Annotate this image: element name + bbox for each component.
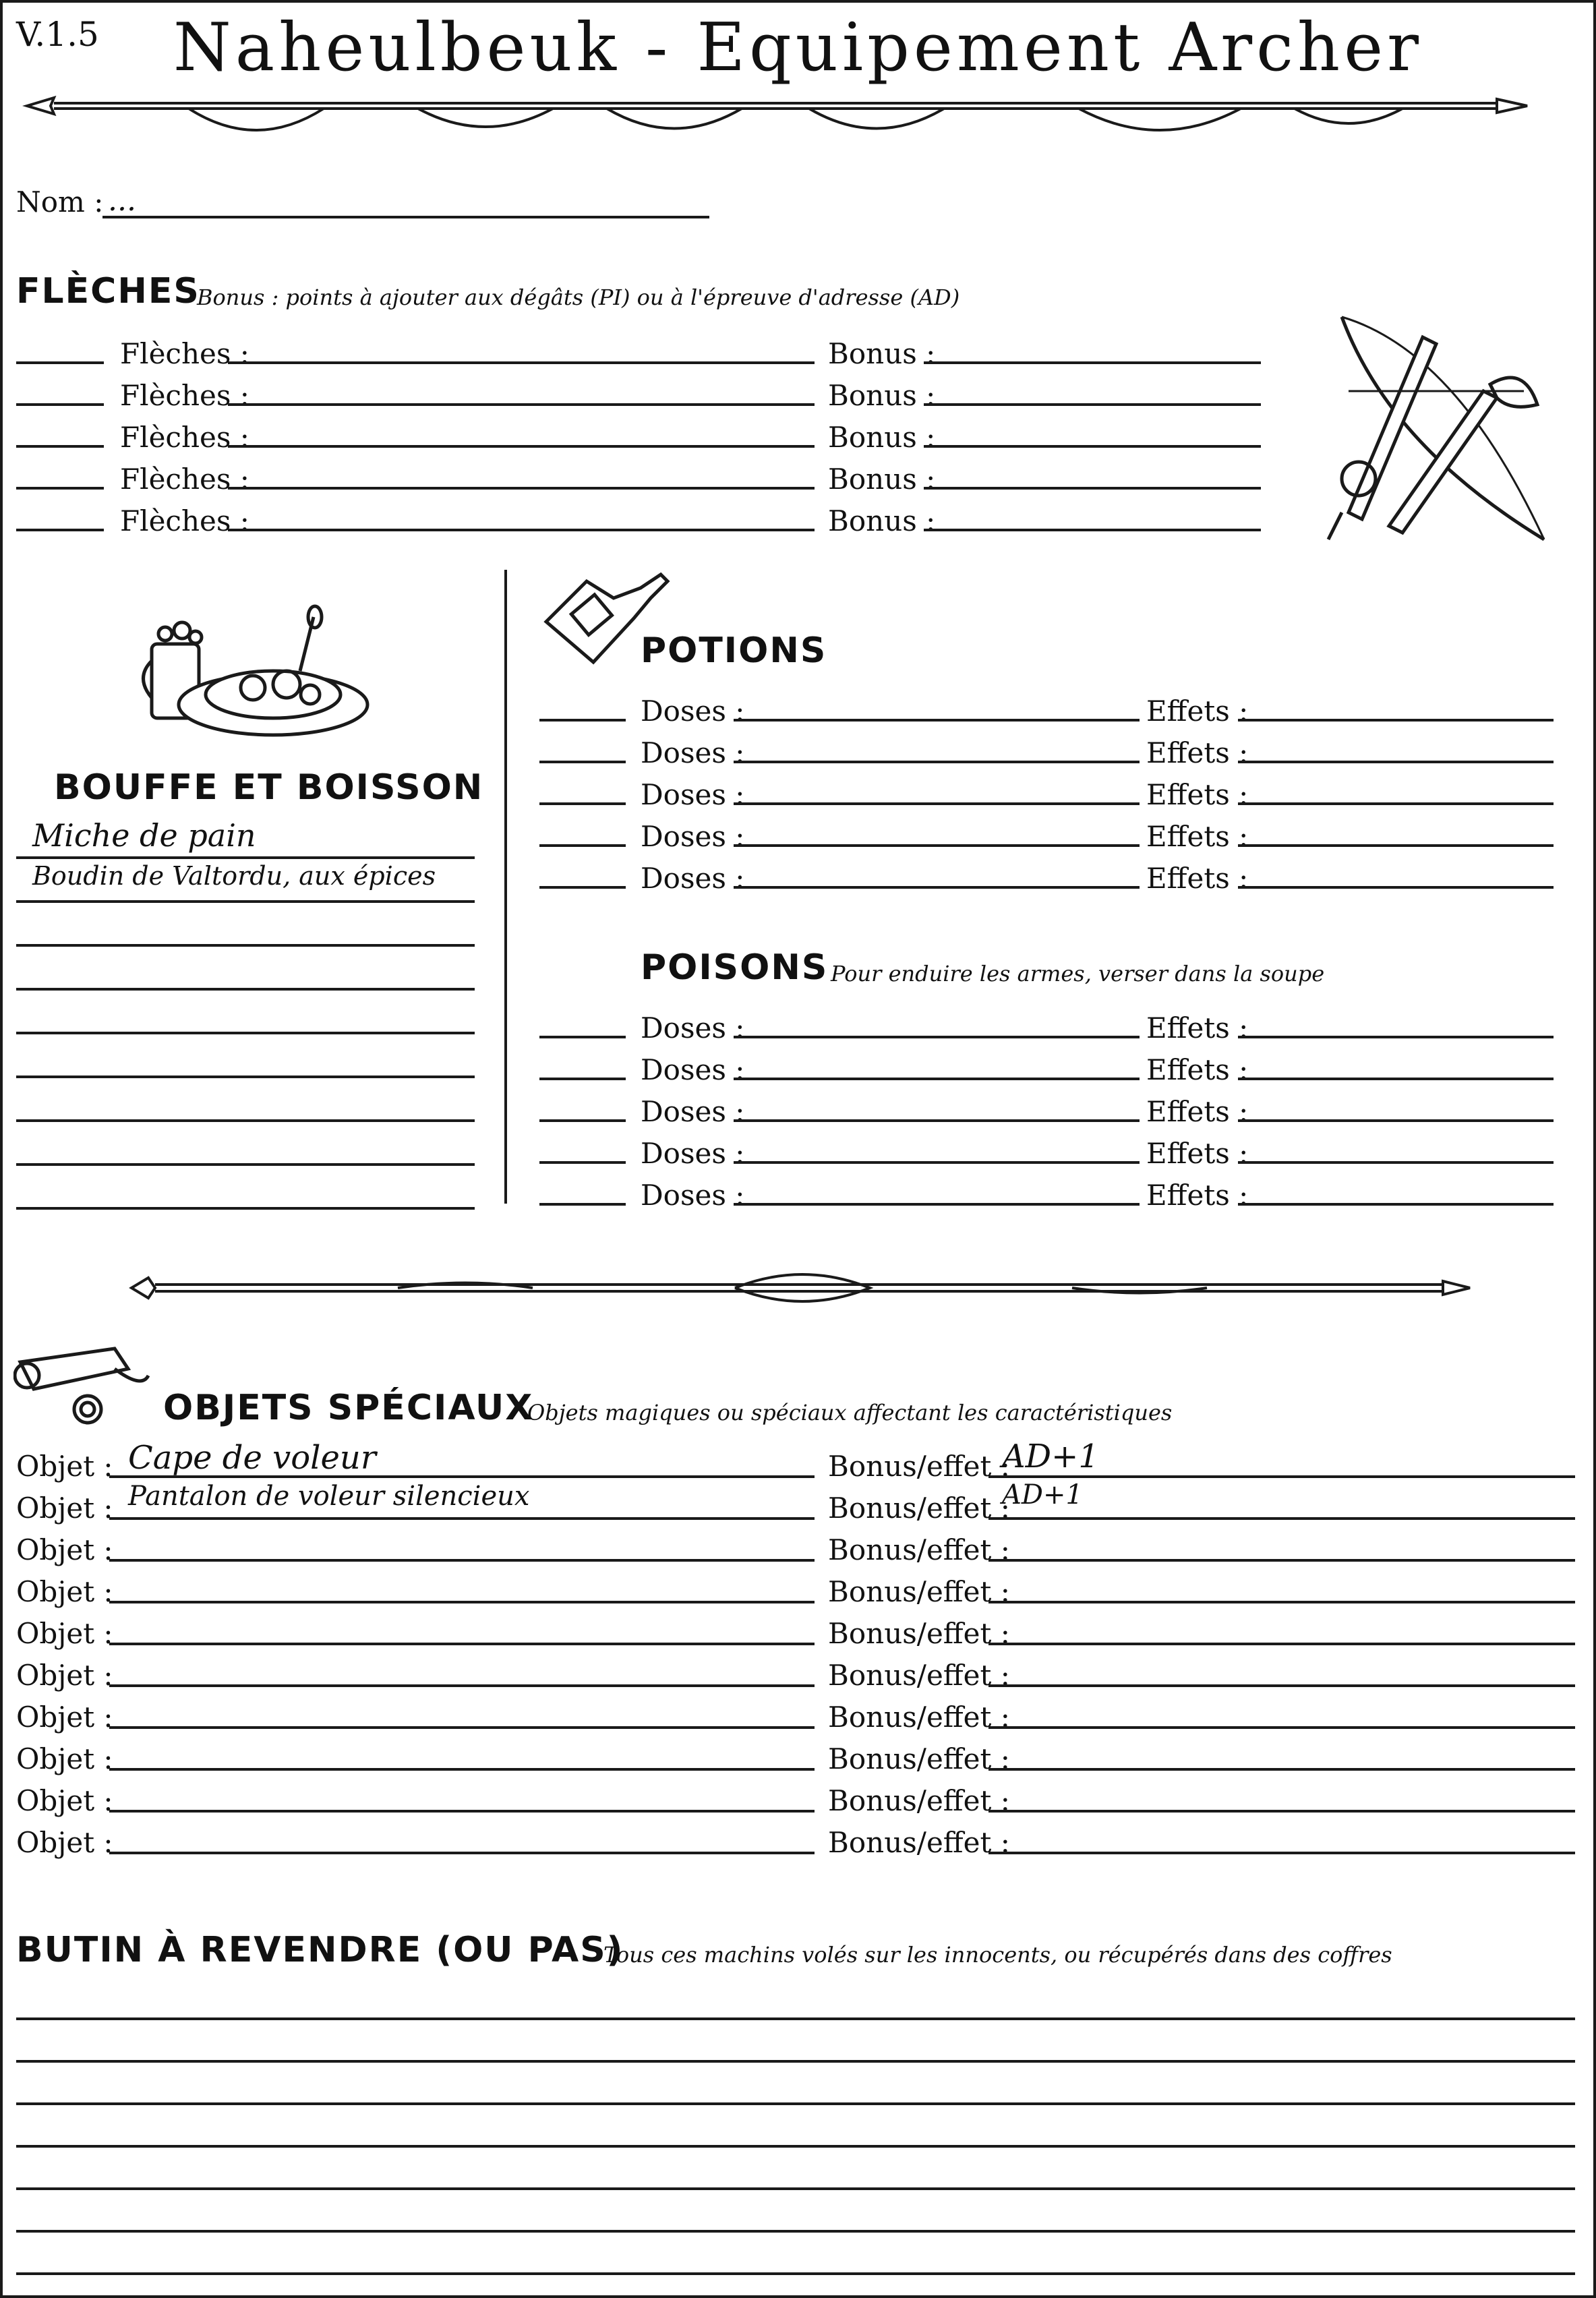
fleches-bonus-label: Bonus : bbox=[828, 504, 936, 537]
potions-heading: POTIONS bbox=[641, 630, 827, 671]
bonus-effet-label: Bonus/effet : bbox=[828, 1659, 1010, 1692]
poison-effets-label: Effets : bbox=[1146, 1053, 1249, 1086]
bonus-effet-label: Bonus/effet : bbox=[828, 1784, 1010, 1817]
potion-count-line[interactable] bbox=[539, 719, 626, 721]
arrow-divider-icon bbox=[13, 84, 1531, 148]
name-value[interactable]: ... bbox=[108, 183, 136, 218]
food-drink-icon bbox=[138, 603, 374, 738]
fleches-label: Flèches : bbox=[120, 337, 249, 370]
poison-effets-line[interactable] bbox=[1238, 1161, 1554, 1164]
objet-line[interactable] bbox=[109, 1852, 815, 1854]
bouffe-item[interactable]: Miche de pain bbox=[32, 817, 256, 854]
bouffe-line[interactable] bbox=[16, 1163, 475, 1166]
poison-doses-label: Doses : bbox=[641, 1095, 745, 1128]
fleches-bonus-line[interactable] bbox=[924, 403, 1261, 406]
bouffe-line[interactable] bbox=[16, 856, 475, 859]
fleches-count-line[interactable] bbox=[16, 529, 104, 531]
poison-effets-label: Effets : bbox=[1146, 1095, 1249, 1128]
potion-effets-line[interactable] bbox=[1238, 719, 1554, 721]
potion-doses-line[interactable] bbox=[734, 802, 1140, 805]
potion-count-line[interactable] bbox=[539, 844, 626, 847]
fleches-bonus-line[interactable] bbox=[924, 487, 1261, 490]
poison-doses-line[interactable] bbox=[734, 1161, 1140, 1164]
bonus-effet-line[interactable] bbox=[988, 1475, 1575, 1478]
bouffe-line[interactable] bbox=[16, 1076, 475, 1078]
potion-doses-label: Doses : bbox=[641, 736, 745, 769]
poison-doses-label: Doses : bbox=[641, 1179, 745, 1212]
potion-doses-line[interactable] bbox=[734, 844, 1140, 847]
potion-effets-line[interactable] bbox=[1238, 844, 1554, 847]
potion-effets-label: Effets : bbox=[1146, 862, 1249, 895]
bouffe-line[interactable] bbox=[16, 988, 475, 991]
name-field-line[interactable] bbox=[102, 216, 709, 218]
fleches-name-line[interactable] bbox=[228, 529, 815, 531]
poison-effets-label: Effets : bbox=[1146, 1137, 1249, 1170]
butin-line[interactable] bbox=[16, 2060, 1575, 2063]
poison-doses-label: Doses : bbox=[641, 1137, 745, 1170]
fleches-bonus-label: Bonus : bbox=[828, 463, 936, 496]
butin-line[interactable] bbox=[16, 2017, 1575, 2020]
bonus-effet-label: Bonus/effet : bbox=[828, 1533, 1010, 1566]
bouffe-line[interactable] bbox=[16, 900, 475, 903]
objets-subtitle: Objets magiques ou spéciaux affectant les caractéristiques bbox=[527, 1400, 1173, 1425]
poison-doses-line[interactable] bbox=[734, 1119, 1140, 1122]
potion-count-line[interactable] bbox=[539, 802, 626, 805]
objet-line[interactable] bbox=[109, 1810, 815, 1813]
column-divider bbox=[504, 570, 507, 1204]
fleches-count-line[interactable] bbox=[16, 361, 104, 364]
version-label: V.1.5 bbox=[16, 15, 99, 54]
objet-label: Objet : bbox=[16, 1575, 113, 1608]
bouffe-line[interactable] bbox=[16, 1207, 475, 1210]
fleches-name-line[interactable] bbox=[228, 403, 815, 406]
poison-count-line[interactable] bbox=[539, 1161, 626, 1164]
butin-line[interactable] bbox=[16, 2272, 1575, 2275]
bonus-effet-label: Bonus/effet : bbox=[828, 1492, 1010, 1525]
bonus-effet-line[interactable] bbox=[988, 1684, 1575, 1687]
fleches-name-line[interactable] bbox=[228, 487, 815, 490]
objets-heading: OBJETS SPÉCIAUX bbox=[163, 1388, 534, 1428]
bonus-effet-line[interactable] bbox=[988, 1601, 1575, 1603]
bonus-effet-line[interactable] bbox=[988, 1559, 1575, 1562]
poison-effets-label: Effets : bbox=[1146, 1011, 1249, 1044]
butin-line[interactable] bbox=[16, 2102, 1575, 2105]
butin-heading: BUTIN À REVENDRE (OU PAS) bbox=[16, 1930, 624, 1970]
bonus-effet-line[interactable] bbox=[988, 1810, 1575, 1813]
potion-doses-label: Doses : bbox=[641, 695, 745, 728]
objet-line[interactable] bbox=[109, 1684, 815, 1687]
fleches-heading: FLÈCHES bbox=[16, 271, 200, 312]
potion-doses-label: Doses : bbox=[641, 862, 745, 895]
bonus-effet-label: Bonus/effet : bbox=[828, 1450, 1010, 1483]
potion-effets-line[interactable] bbox=[1238, 761, 1554, 763]
butin-line[interactable] bbox=[16, 2230, 1575, 2233]
objet-label: Objet : bbox=[16, 1533, 113, 1566]
poison-effets-line[interactable] bbox=[1238, 1203, 1554, 1206]
bonus-effet-label: Bonus/effet : bbox=[828, 1826, 1010, 1859]
bonus-effet-label: Bonus/effet : bbox=[828, 1617, 1010, 1650]
potion-doses-line[interactable] bbox=[734, 719, 1140, 721]
staff-divider-icon bbox=[128, 1261, 1477, 1315]
poison-doses-label: Doses : bbox=[641, 1053, 745, 1086]
objet-label: Objet : bbox=[16, 1742, 113, 1775]
bonus-effet-value[interactable]: AD+1 bbox=[1002, 1479, 1083, 1510]
fleches-count-line[interactable] bbox=[16, 487, 104, 490]
fleches-name-line[interactable] bbox=[228, 361, 815, 364]
bonus-effet-label: Bonus/effet : bbox=[828, 1742, 1010, 1775]
objet-line[interactable] bbox=[109, 1601, 815, 1603]
poison-effets-label: Effets : bbox=[1146, 1179, 1249, 1212]
potion-doses-label: Doses : bbox=[641, 778, 745, 811]
butin-line[interactable] bbox=[16, 2187, 1575, 2190]
fleches-subtitle: Bonus : points à ajouter aux dégâts (PI) ou à l'épreuve d'adresse (AD) bbox=[197, 285, 960, 310]
fleches-bonus-label: Bonus : bbox=[828, 379, 936, 412]
poison-doses-line[interactable] bbox=[734, 1078, 1140, 1080]
objet-line[interactable] bbox=[109, 1643, 815, 1645]
objet-label: Objet : bbox=[16, 1659, 113, 1692]
bouffe-heading: BOUFFE ET BOISSON bbox=[54, 767, 484, 808]
objet-label: Objet : bbox=[16, 1617, 113, 1650]
bouffe-line[interactable] bbox=[16, 944, 475, 947]
poison-effets-line[interactable] bbox=[1238, 1036, 1554, 1038]
objet-label: Objet : bbox=[16, 1784, 113, 1817]
fleches-bonus-line[interactable] bbox=[924, 445, 1261, 448]
objet-label: Objet : bbox=[16, 1701, 113, 1734]
objet-value[interactable]: Cape de voleur bbox=[128, 1439, 376, 1477]
potion-count-line[interactable] bbox=[539, 886, 626, 889]
potion-effets-label: Effets : bbox=[1146, 736, 1249, 769]
potion-effets-label: Effets : bbox=[1146, 778, 1249, 811]
poison-count-line[interactable] bbox=[539, 1036, 626, 1038]
poison-count-line[interactable] bbox=[539, 1078, 626, 1080]
potion-doses-label: Doses : bbox=[641, 820, 745, 853]
objet-label: Objet : bbox=[16, 1492, 113, 1525]
bonus-effet-line[interactable] bbox=[988, 1768, 1575, 1771]
fleches-bonus-label: Bonus : bbox=[828, 337, 936, 370]
objet-value[interactable]: Pantalon de voleur silencieux bbox=[128, 1481, 530, 1512]
poison-effets-line[interactable] bbox=[1238, 1119, 1554, 1122]
poison-doses-label: Doses : bbox=[641, 1011, 745, 1044]
bonus-effet-line[interactable] bbox=[988, 1726, 1575, 1729]
objet-label: Objet : bbox=[16, 1826, 113, 1859]
bouffe-line[interactable] bbox=[16, 1119, 475, 1122]
poisons-heading: POISONS bbox=[641, 947, 829, 988]
fleches-label: Flèches : bbox=[120, 463, 249, 496]
objet-label: Objet : bbox=[16, 1450, 113, 1483]
bonus-effet-line[interactable] bbox=[988, 1852, 1575, 1854]
butin-line[interactable] bbox=[16, 2145, 1575, 2148]
sheet-title: Naheulbeuk - Equipement Archer bbox=[173, 9, 1423, 86]
crossed-weapons-icon bbox=[1322, 310, 1564, 553]
fleches-bonus-line[interactable] bbox=[924, 529, 1261, 531]
butin-subtitle: Tous ces machins volés sur les innocents, ou récupérés dans des coffres bbox=[603, 1942, 1392, 1968]
poison-count-line[interactable] bbox=[539, 1119, 626, 1122]
objet-line[interactable] bbox=[109, 1768, 815, 1771]
potion-effets-line[interactable] bbox=[1238, 802, 1554, 805]
bouffe-line[interactable] bbox=[16, 1032, 475, 1034]
fleches-label: Flèches : bbox=[120, 379, 249, 412]
objet-line[interactable] bbox=[109, 1559, 815, 1562]
bonus-effet-label: Bonus/effet : bbox=[828, 1701, 1010, 1734]
bonus-effet-line[interactable] bbox=[988, 1517, 1575, 1520]
potion-doses-line[interactable] bbox=[734, 761, 1140, 763]
fleches-count-line[interactable] bbox=[16, 403, 104, 406]
poison-effets-line[interactable] bbox=[1238, 1078, 1554, 1080]
potion-count-line[interactable] bbox=[539, 761, 626, 763]
potion-effets-line[interactable] bbox=[1238, 886, 1554, 889]
scroll-ring-icon bbox=[13, 1342, 162, 1430]
potion-doses-line[interactable] bbox=[734, 886, 1140, 889]
fleches-label: Flèches : bbox=[120, 504, 249, 537]
potion-effets-label: Effets : bbox=[1146, 695, 1249, 728]
objet-line[interactable] bbox=[109, 1517, 815, 1520]
fleches-name-line[interactable] bbox=[228, 445, 815, 448]
fleches-bonus-line[interactable] bbox=[924, 361, 1261, 364]
poison-doses-line[interactable] bbox=[734, 1203, 1140, 1206]
fleches-label: Flèches : bbox=[120, 421, 249, 454]
bonus-effet-label: Bonus/effet : bbox=[828, 1575, 1010, 1608]
poison-count-line[interactable] bbox=[539, 1203, 626, 1206]
bonus-effet-line[interactable] bbox=[988, 1643, 1575, 1645]
fleches-count-line[interactable] bbox=[16, 445, 104, 448]
bonus-effet-value[interactable]: AD+1 bbox=[1002, 1438, 1099, 1475]
poisons-subtitle: Pour enduire les armes, verser dans la soupe bbox=[831, 961, 1325, 986]
name-label: Nom : bbox=[16, 185, 104, 218]
potion-effets-label: Effets : bbox=[1146, 820, 1249, 853]
objet-line[interactable] bbox=[109, 1726, 815, 1729]
fleches-bonus-label: Bonus : bbox=[828, 421, 936, 454]
objet-line[interactable] bbox=[109, 1475, 815, 1478]
bouffe-item[interactable]: Boudin de Valtordu, aux épices bbox=[32, 861, 436, 891]
poison-doses-line[interactable] bbox=[734, 1036, 1140, 1038]
